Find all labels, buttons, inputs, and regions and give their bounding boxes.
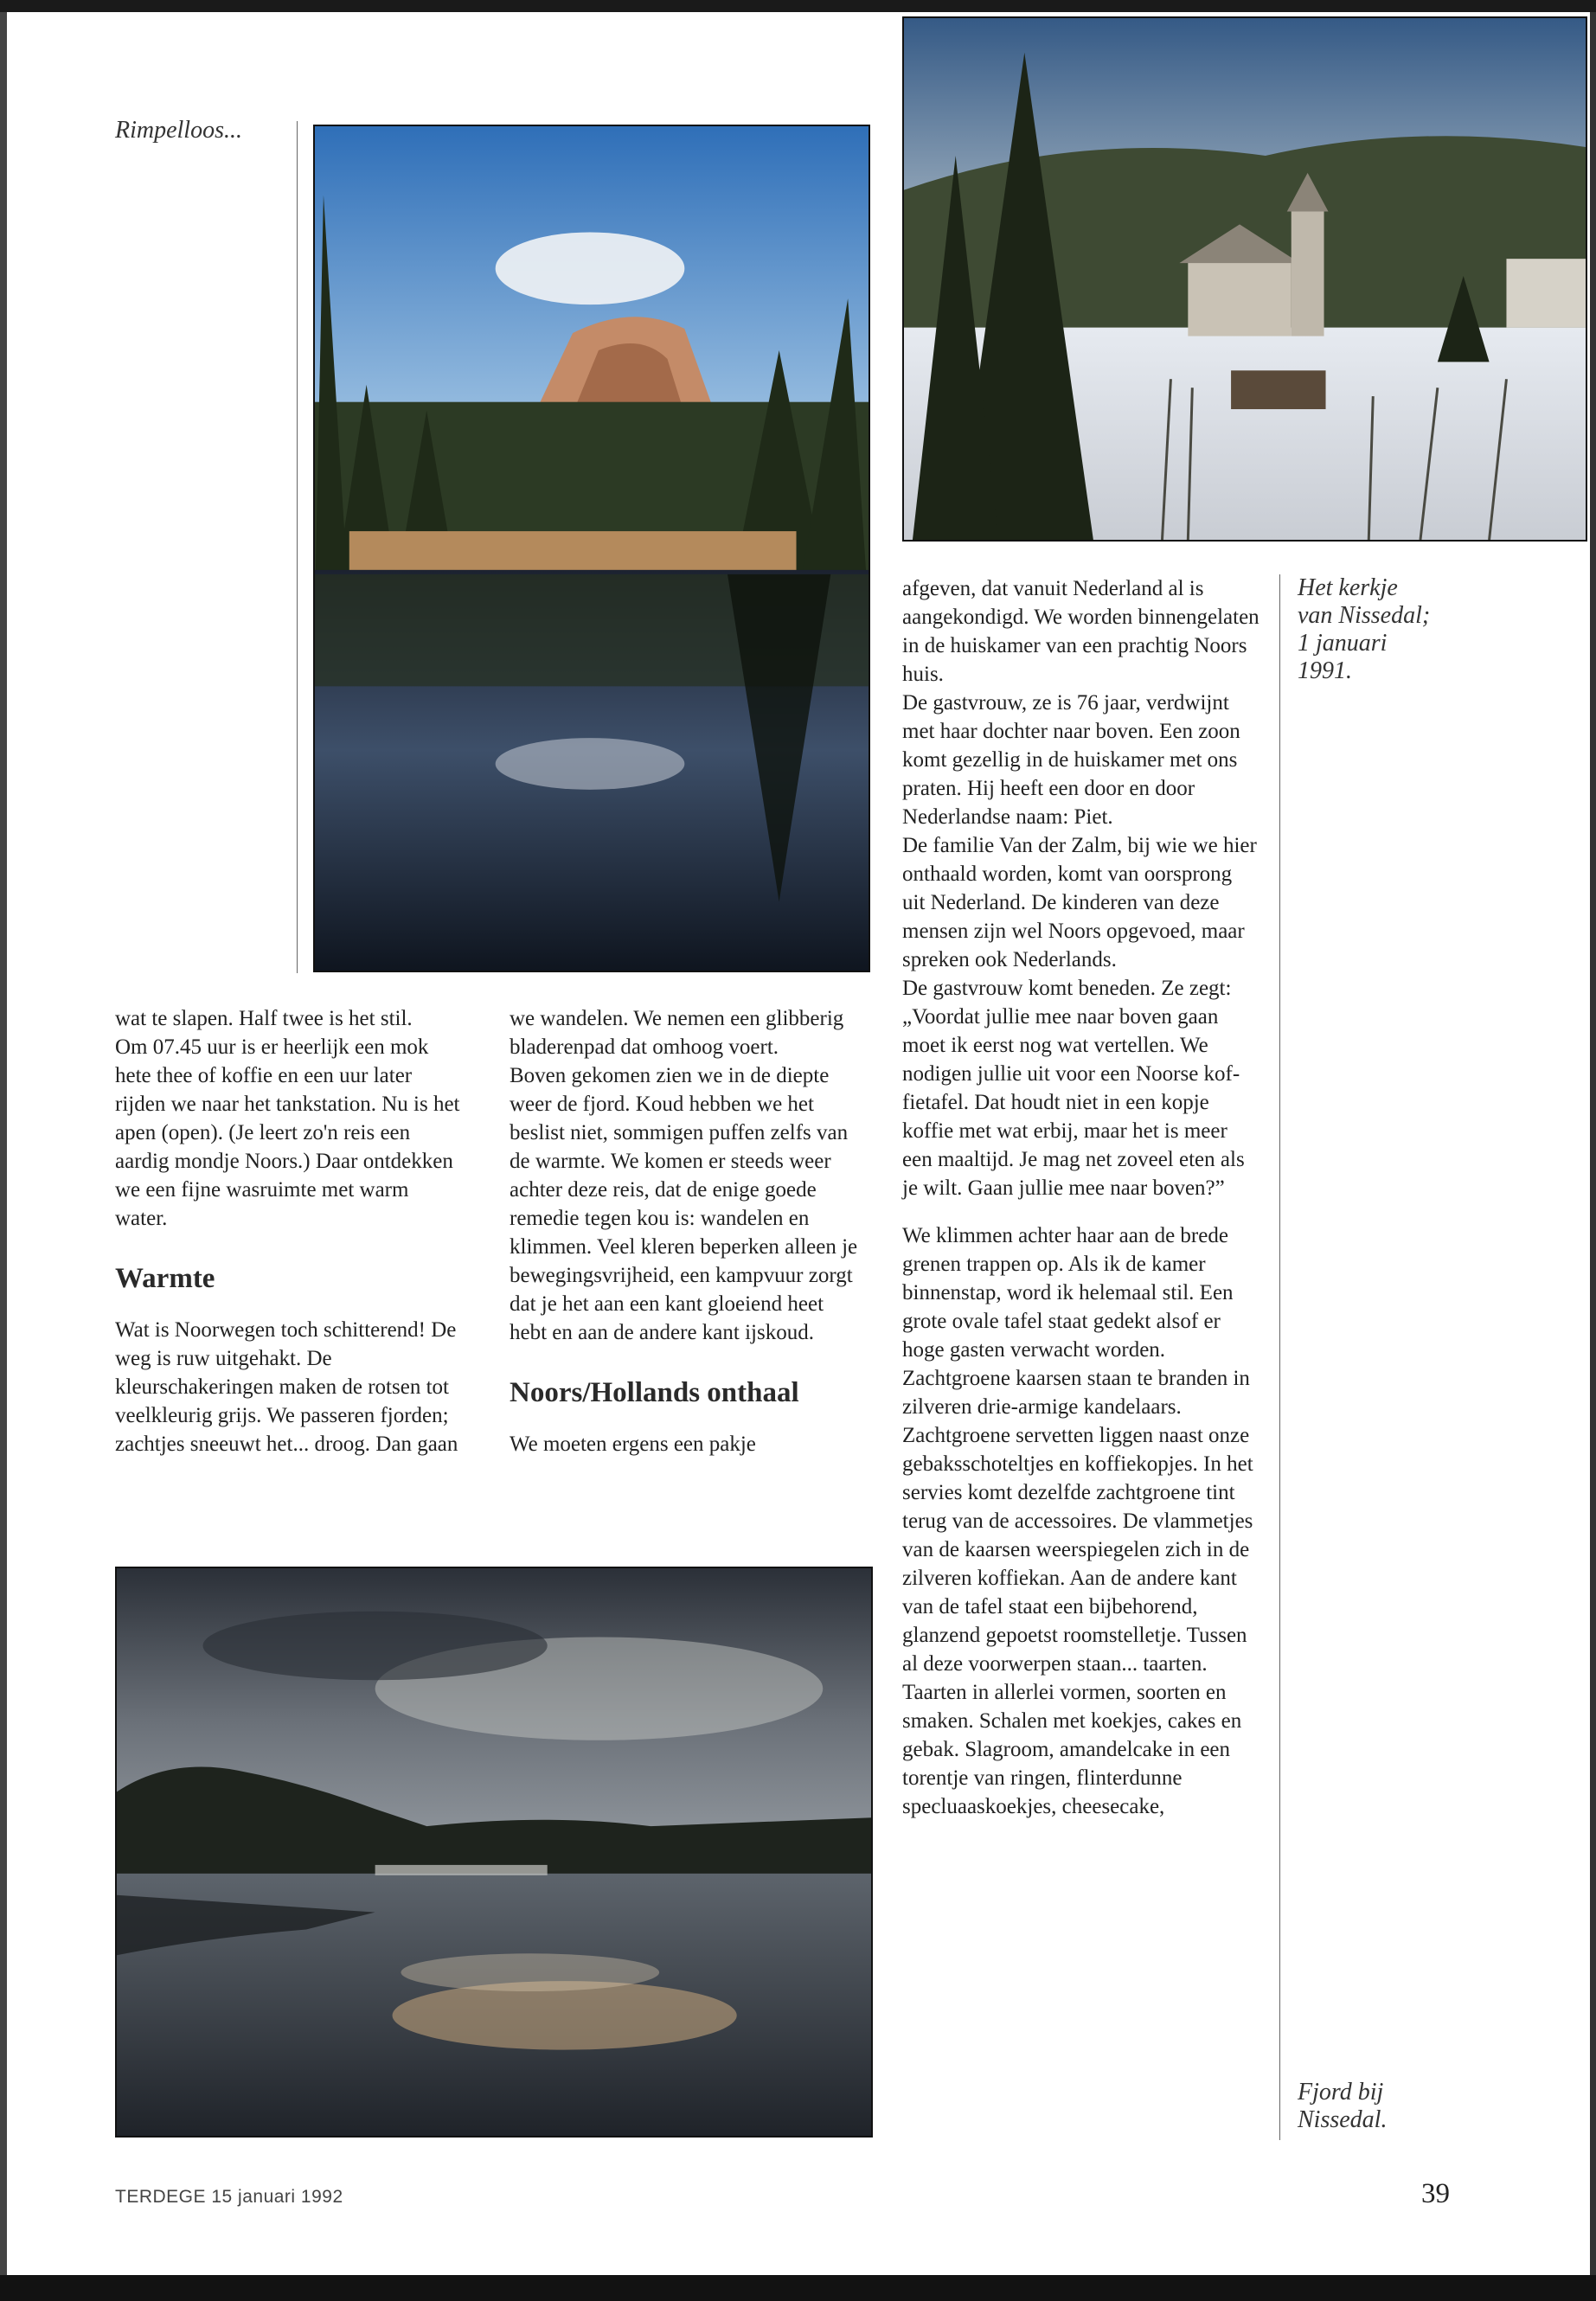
paragraph: De familie Van der Zalm, bij wie we hier onthaald worden, komt van oorsprong uit Nederland. De kinderen van deze mensen zijn wel Noors opgevoed, maar spreken ook Nederlands.	[902, 834, 1257, 971]
scan-bottom-edge	[0, 2275, 1596, 2301]
heading-onthaal: Noors/Hollands onthaal	[510, 1377, 799, 1408]
publication-footer: TERDEGE 15 januari 1992	[115, 2187, 343, 2207]
photo-lake-reflection	[313, 125, 870, 972]
paragraph: wat te slapen. Half twee is het stil.	[115, 1007, 413, 1030]
caption-divider	[297, 121, 298, 973]
caption-column-divider	[1279, 574, 1280, 2140]
paragraph: afgeven, dat vanuit Nederland al is aangekondigd. We worden binnengelaten in de huiskamer van een prachtig Noors huis.	[902, 577, 1259, 686]
article-column-3	[902, 574, 1259, 1821]
article-column-1	[115, 1004, 461, 1458]
paragraph: Om 07.45 uur is er heerlijk een mok hete thee of koffie en een uur later rijden we naar het tankstation. Nu is het apen (open). (Je leert zo'n reis een aardig mondje Noors.) Daar ontdekken we een fijne wasruimte met warm water.	[115, 1035, 460, 1230]
article-column-2	[510, 1004, 864, 1458]
caption-ripple: Rimpelloos...	[115, 117, 242, 144]
page-number: 39	[1421, 2178, 1450, 2209]
scan-right-edge	[1590, 12, 1596, 2275]
scan-left-edge	[0, 12, 7, 2275]
paragraph: Wat is Noorwegen toch schitterend! De weg is ruw uitgehakt. De kleurschakeringen maken de rotsen tot veelkleurig grijs. We passeren fjorden; zachtjes sneeuwt het... droog. Dan gaan	[115, 1318, 458, 1456]
paragraph: De gastvrouw, ze is 76 jaar, verdwijnt met haar dochter naar boven. Een zoon komt gezellig in de huiskamer met ons praten. Hij heeft een door en door Nederlandse naam: Piet.	[902, 691, 1240, 829]
caption-fjord: Fjord bij Nissedal.	[1298, 2079, 1388, 2133]
scan-top-edge	[0, 0, 1596, 12]
paragraph: Boven gekomen zien we in de diepte weer de fjord. Koud hebben we het beslist niet, sommigen puffen zelfs van de warmte. We komen er steeds weer achter deze reis, dat de enige goede remedie tegen kou is: wandelen en klimmen. Veel kleren beperken alleen je bewegingsvrijheid, een kampvuur zorgt dat je het aan een kant gloeiend heet hebt en aan de andere kant ijskoud.	[510, 1064, 858, 1344]
paragraph: De gastvrouw komt beneden. Ze zegt: „Voordat jullie mee naar boven gaan moet ik eerst nog wat vertellen. We nodigen jullie uit voor een Noorse koffietafel. Dat houdt niet in een kopje koffie met wat erbij, maar het is meer een maaltijd. Je mag net zoveel eten als je wilt. Gaan jullie mee naar boven?”	[902, 977, 1245, 1200]
paragraph: we wandelen. We nemen een glibberig bladerenpad dat omhoog voert.	[510, 1007, 844, 1059]
paragraph: We moeten ergens een pakje	[510, 1433, 756, 1456]
caption-church: Het kerkje van Nissedal; 1 januari 1991.	[1298, 574, 1431, 684]
paragraph: We klimmen achter haar aan de brede grenen trappen op. Als ik de kamer binnenstap, word ik helemaal stil. Een grote ovale tafel staat gedekt alsof er hoge gasten verwacht worden. Zachtgroene kaarsen staan te branden in zilveren drie-armige kandelaars. Zachtgroene servetten liggen naast onze gebaksschoteltjes en koffiekopjes. In het servies komt dezelfde zachtgroene tint terug van de accessoires. De vlammetjes van de kaarsen weerspiegelen zich in de zilveren koffiekan. Aan de andere kant van de tafel staat een bijbehorend, glanzend gepoetst roomstelletje. Tussen al deze voorwerpen staan... taarten. Taarten in allerlei vormen, soorten en smaken. Schalen met koekjes, cakes en gebak. Slagroom, amandelcake in een torentje van ringen, flinterdunne specluaaskoekjes, cheesecake,	[902, 1224, 1253, 1818]
photo-church-snow	[902, 16, 1587, 542]
photo-fjord	[115, 1567, 873, 2138]
heading-warmte: Warmte	[115, 1263, 215, 1294]
